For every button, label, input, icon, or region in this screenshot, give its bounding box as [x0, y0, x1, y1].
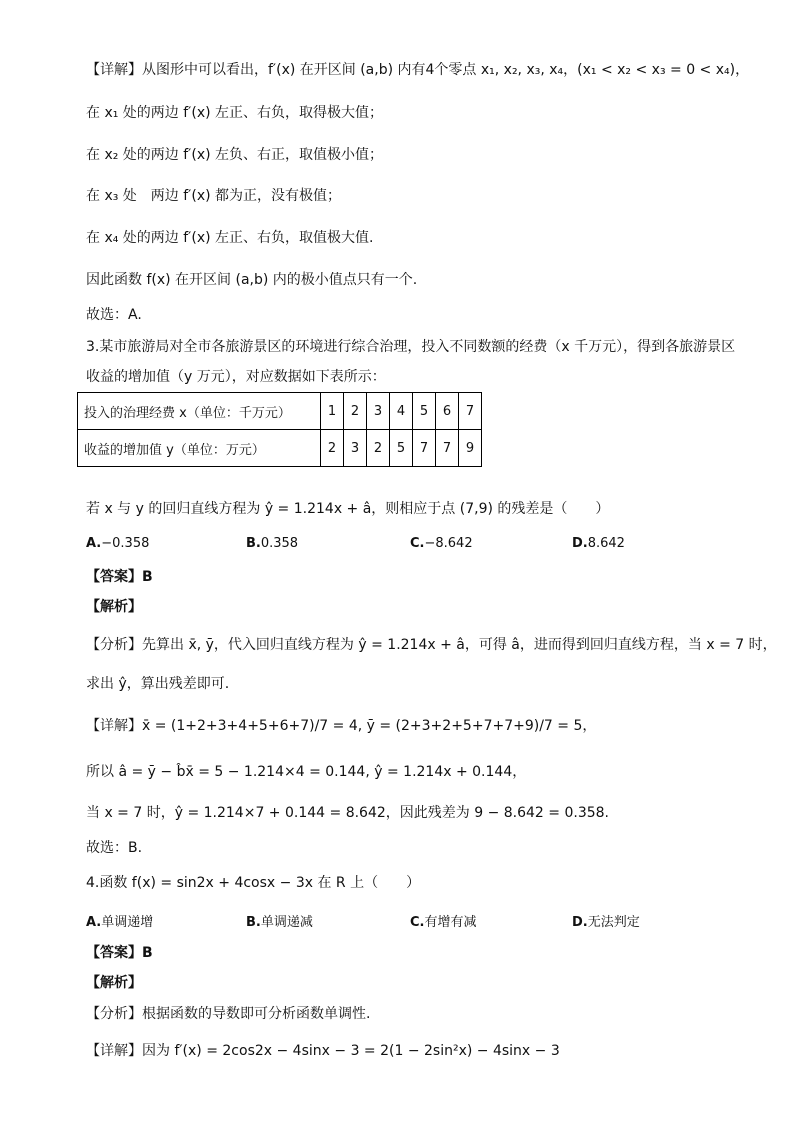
analysis-heading-4: 【解析】: [86, 975, 142, 991]
question-3-stem: 若 x 与 y 的回归直线方程为 ŷ = 1.214x + â，则相应于点 (7,9) 的残差是（ ）: [86, 501, 610, 517]
analysis-3-line-2: 求出 ŷ，算出残差即可.: [86, 676, 230, 692]
question-3-line-2: 收益的增加值（y 万元），对应数据如下表所示：: [86, 369, 386, 385]
detail-line-3: 在 x₂ 处的两边 f′(x) 左负、右正，取值极小值；: [86, 147, 384, 163]
detail-3-line-1: 【详解】x̄ = (1+2+3+4+5+6+7)/7 = 4, ȳ = (2+3+2+5+7+7+9)/7 = 5，: [86, 718, 597, 734]
table-cell: 1: [321, 393, 344, 430]
table-cell: 2: [321, 430, 344, 467]
table-cell: 2: [344, 393, 367, 430]
detail-line-2: 在 x₁ 处的两边 f′(x) 左正、右负，取得极大值；: [86, 105, 384, 121]
question-4-stem: 4.函数 f(x) = sin2x + 4cosx − 3x 在 R 上（ ）: [86, 875, 421, 891]
choice-line-q2: 故选：A.: [86, 307, 142, 323]
table-cell: 7: [413, 430, 436, 467]
table-row: [78, 430, 482, 467]
detail-3-line-3: 当 x = 7 时，ŷ = 1.214×7 + 0.144 = 8.642，因此残差为 9 − 8.642 = 0.358.: [86, 805, 610, 821]
q4-option-b: B.单调递减: [246, 915, 313, 930]
analysis-3-line-1: 【分析】先算出 x̄, ȳ，代入回归直线方程为 ŷ = 1.214x + â，可得 â，进而得到回归直线方程，当 x = 7 时，: [86, 637, 777, 653]
analysis-heading-3: 【解析】: [86, 599, 142, 615]
detail-line-4: 在 x₃ 处 两边 f′(x) 都为正，没有极值；: [86, 188, 342, 204]
analysis-4: 【分析】根据函数的导数即可分析函数单调性.: [86, 1006, 371, 1022]
table-cell: 7: [459, 393, 482, 430]
q3-option-c: C.−8.642: [410, 536, 473, 551]
table-row-label: 投入的治理经费 x（单位：千万元）: [78, 393, 321, 430]
table-cell: 2: [367, 430, 390, 467]
detail-conclusion: 因此函数 f(x) 在开区间 (a,b) 内的极小值点只有一个.: [86, 272, 418, 288]
table-cell: 3: [344, 430, 367, 467]
question-3-line-1: 3.某市旅游局对全市各旅游景区的环境进行综合治理，投入不同数额的经费（x 千万元），得到各旅游景区: [86, 339, 736, 355]
detail-4: 【详解】因为 f′(x) = 2cos2x − 4sinx − 3 = 2(1 − 2sin²x) − 4sinx − 3: [86, 1043, 560, 1059]
q4-option-a: A.单调递增: [86, 915, 154, 930]
table-cell: 9: [459, 430, 482, 467]
answer-3: 【答案】B: [86, 569, 153, 585]
table-cell: 6: [436, 393, 459, 430]
q3-option-b: B.0.358: [246, 536, 299, 551]
detail-line-5: 在 x₄ 处的两边 f′(x) 左正、右负，取值极大值.: [86, 230, 374, 246]
q3-option-a: A.−0.358: [86, 536, 150, 551]
table-row: [78, 393, 482, 430]
q4-option-c: C.有增有减: [410, 915, 477, 930]
table-cell: 7: [436, 430, 459, 467]
table-row-label: 收益的增加值 y（单位：万元）: [78, 430, 321, 467]
data-table: [77, 392, 482, 467]
detail-line-1: 【详解】从图形中可以看出，f′(x) 在开区间 (a,b) 内有4个零点 x₁, x₂, x₃, x₄，(x₁ < x₂ < x₃ = 0 < x₄)，: [86, 62, 750, 78]
choice-line-q3: 故选：B.: [86, 840, 143, 856]
q3-option-d: D.8.642: [572, 536, 625, 551]
answer-4: 【答案】B: [86, 945, 153, 961]
table-cell: 5: [413, 393, 436, 430]
table-cell: 3: [367, 393, 390, 430]
detail-3-line-2: 所以 â = ȳ − b̂x̄ = 5 − 1.214×4 = 0.144, ŷ = 1.214x + 0.144，: [86, 764, 527, 780]
table-cell: 5: [390, 430, 413, 467]
table-cell: 4: [390, 393, 413, 430]
q4-option-d: D.无法判定: [572, 915, 640, 930]
